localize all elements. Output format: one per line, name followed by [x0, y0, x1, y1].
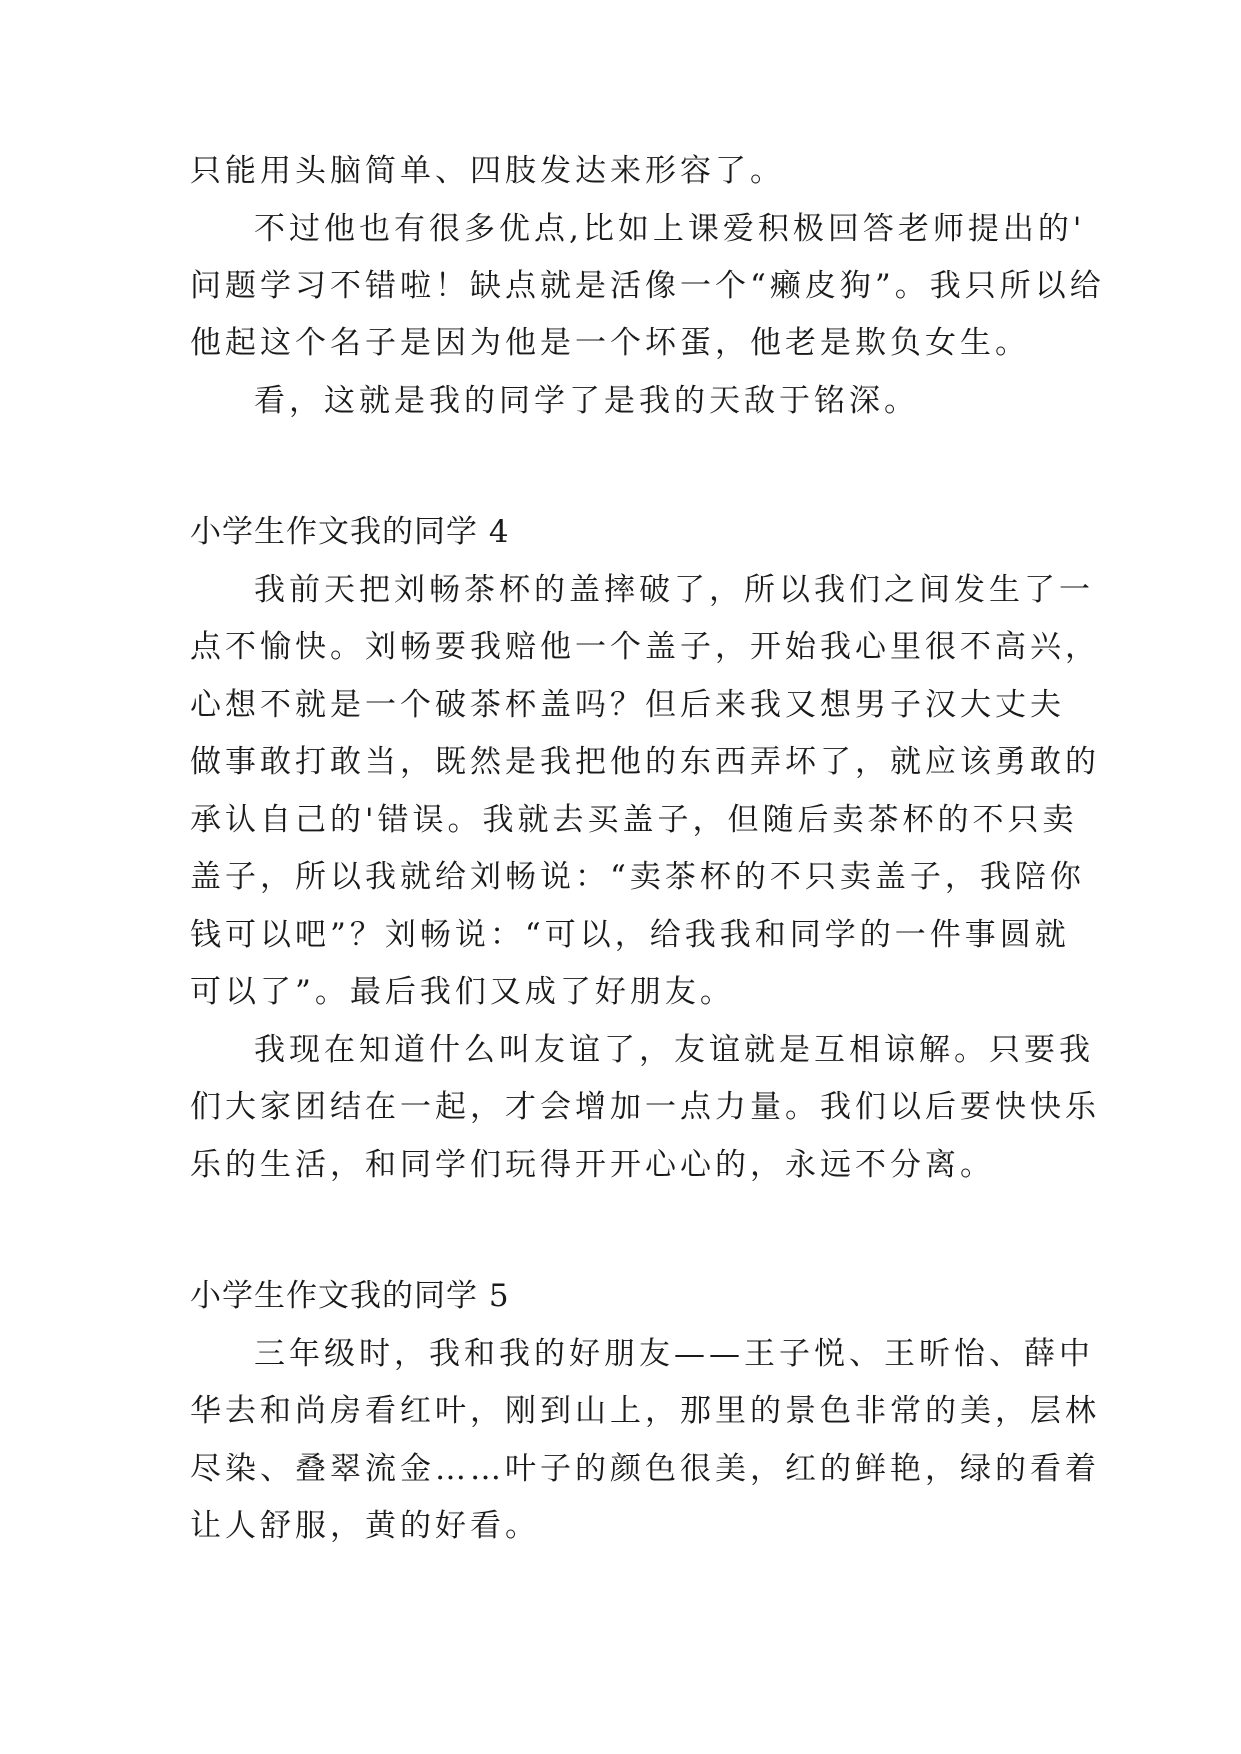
paragraph-line: 我现在知道什么叫友谊了，友谊就是互相谅解。只要我 — [254, 1032, 1094, 1068]
paragraph-line: 不过他也有很多优点,比如上课爱积极回答老师提出的' — [254, 211, 1086, 247]
paragraph-line: 钱可以吧”？刘畅说：“可以，给我我和同学的一件事圆就 — [190, 917, 1070, 953]
paragraph-line: 们大家团结在一起，才会增加一点力量。我们以后要快快乐 — [190, 1089, 1100, 1125]
paragraph-line: 三年级时，我和我的好朋友——王子悦、王昕怡、薛中 — [254, 1336, 1094, 1372]
paragraph-line: 盖子，所以我就给刘畅说：“卖茶杯的不只卖盖子，我陪你 — [190, 859, 1085, 895]
paragraph-line: 做事敢打敢当，既然是我把他的东西弄坏了，就应该勇敢的 — [190, 744, 1100, 780]
section-heading: 小学生作文我的同学 5 — [190, 1278, 510, 1314]
paragraph-line: 让人舒服，黄的好看。 — [190, 1508, 540, 1544]
paragraph-line: 只能用头脑简单、四肢发达来形容了。 — [190, 153, 785, 189]
paragraph-line: 问题学习不错啦！缺点就是活像一个“癞皮狗”。我只所以给 — [190, 268, 1105, 304]
paragraph-line: 我前天把刘畅茶杯的盖摔破了，所以我们之间发生了一 — [254, 572, 1094, 608]
paragraph-line: 可以了”。最后我们又成了好朋友。 — [190, 974, 735, 1010]
paragraph-line: 尽染、叠翠流金……叶子的颜色很美，红的鲜艳，绿的看着 — [190, 1451, 1100, 1487]
section-heading: 小学生作文我的同学 4 — [190, 514, 510, 550]
paragraph-line: 他起这个名子是因为他是一个坏蛋，他老是欺负女生。 — [190, 325, 1030, 361]
paragraph-line: 心想不就是一个破茶杯盖吗？但后来我又想男子汉大丈夫 — [190, 687, 1065, 723]
paragraph-line: 承认自己的'错误。我就去买盖子，但随后卖茶杯的不只卖 — [190, 802, 1078, 838]
paragraph-line: 点不愉快。刘畅要我赔他一个盖子，开始我心里很不高兴， — [190, 629, 1100, 665]
paragraph-line: 看，这就是我的同学了是我的天敌于铭深。 — [254, 383, 919, 419]
paragraph-line: 华去和尚房看红叶，刚到山上，那里的景色非常的美，层林 — [190, 1393, 1100, 1429]
paragraph-line: 乐的生活，和同学们玩得开开心心的，永远不分离。 — [190, 1147, 995, 1183]
